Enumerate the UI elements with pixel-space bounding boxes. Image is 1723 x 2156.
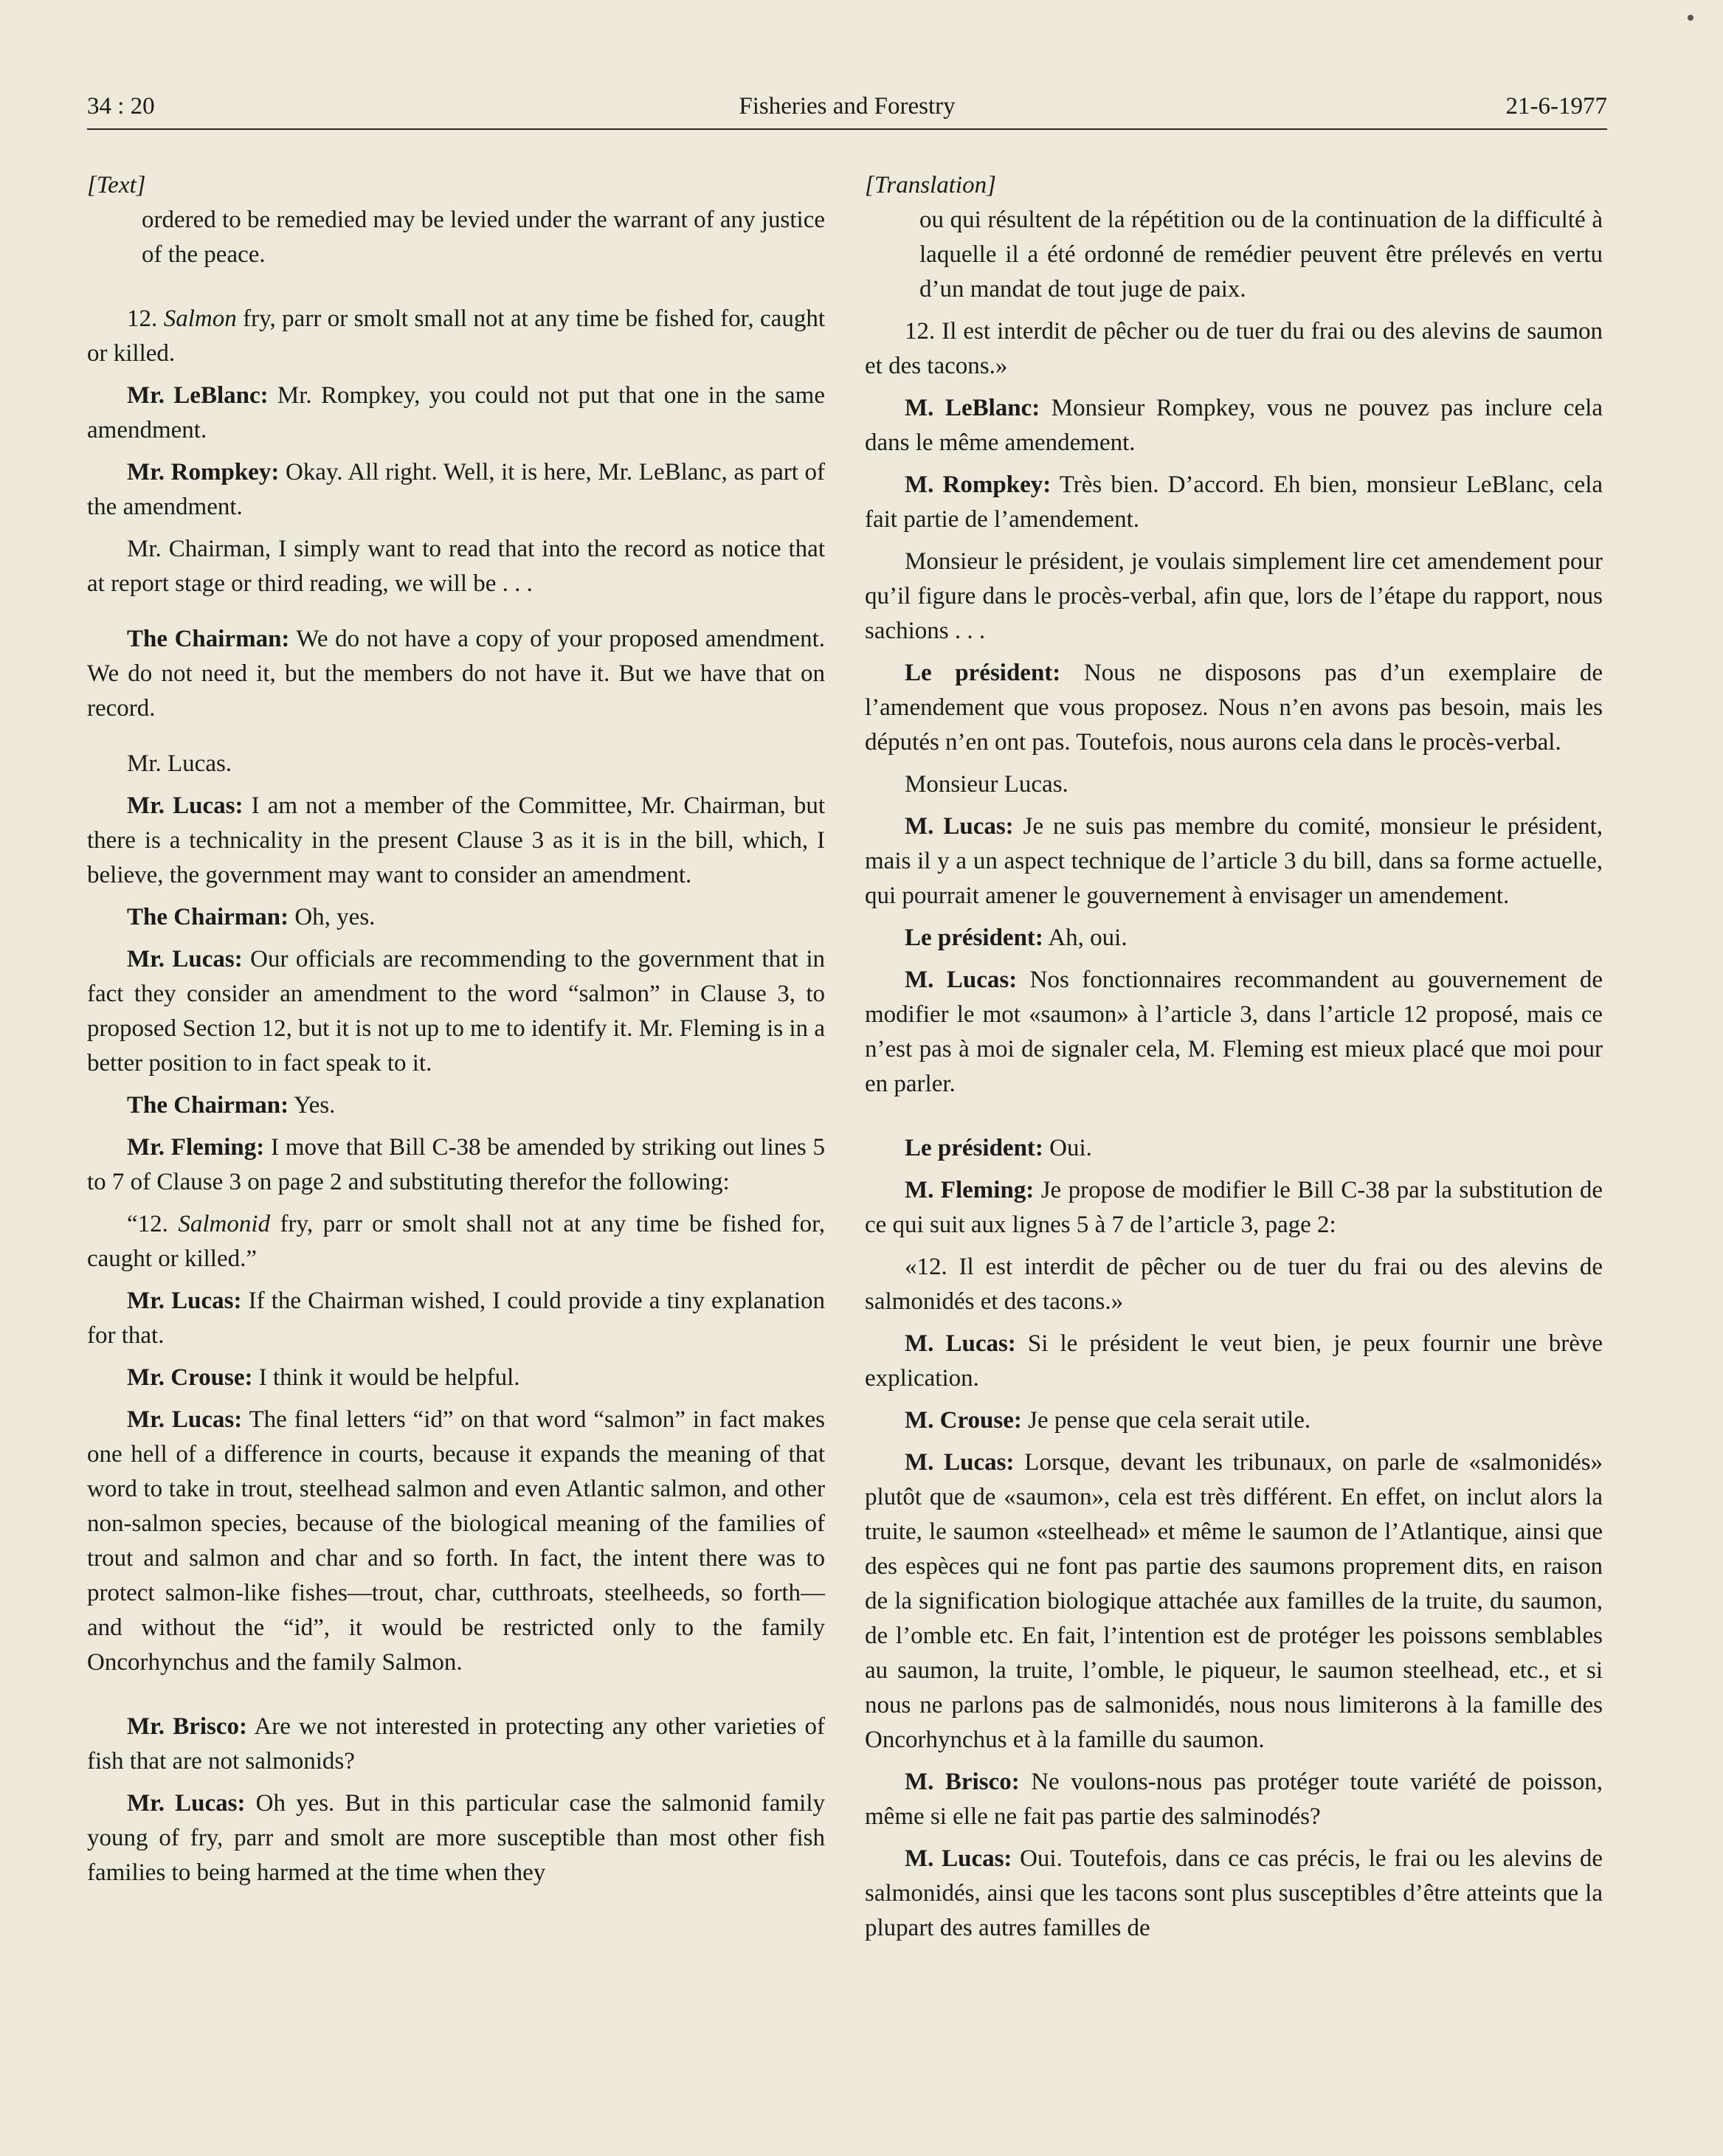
running-title: Fisheries and Forestry: [739, 93, 956, 120]
speaker-name: Le président:: [905, 660, 1061, 686]
speech: [87, 1786, 825, 1890]
quoted-clause: [87, 1207, 825, 1276]
speech: [865, 1765, 1603, 1834]
paragraph: [87, 747, 825, 781]
speaker-name: Mr. Lucas:: [127, 946, 243, 972]
paragraph: [87, 532, 825, 601]
speaker-name: M. LeBlanc:: [905, 395, 1040, 421]
speech-text: Ah, oui.: [1043, 925, 1128, 951]
speech-text: Our officials are recommending to the government that in fact they consider an amendment to the word “salmon” in Clause 3, to proposed Section 12, but it is not up to me to identify it. Mr. Fleming is in a better position to in fact speak to it.: [87, 946, 826, 1077]
paragraph-text: ou qui résultent de la répétition ou de la continuation de la difficulté à laquelle il a été ordonné de remédier peuvent être prélevés en vertu d’un mandat de tout juge de paix.: [919, 207, 1603, 303]
speech-text: Are we not interested in protecting any other varieties of fish that are not salmonids?: [87, 1713, 825, 1775]
paragraph: [87, 302, 825, 371]
speech: [87, 789, 825, 893]
column-label-text: Text: [96, 172, 137, 198]
speech-text: If the Chairman wished, I could provide a tiny explanation for that.: [87, 1288, 825, 1349]
speech: [865, 468, 1603, 537]
speaker-name: Le président:: [905, 925, 1043, 951]
speaker-name: Mr. Lucas:: [127, 1406, 243, 1433]
italic-term: Salmon: [163, 305, 237, 332]
speech: [87, 1361, 825, 1395]
speech: [865, 1131, 1603, 1166]
speech-text: Nos fonctionnaires recommandent au gouvernement de modifier le mot «saumon» à l’article 3, dans l’article 12 proposé, mais ce n’est pas à moi de signaler cela, M. Fleming est mieux placé que moi pour en parler.: [865, 967, 1603, 1097]
paragraph: [865, 545, 1603, 649]
paragraph: [87, 203, 825, 272]
speech-text: I move that Bill C-38 be amended by striking out lines 5 to 7 of Clause 3 on page 2 and substituting therefor the following:: [87, 1134, 825, 1195]
paragraph-text: «12. Il est interdit de pêcher ou de tuer du frai ou des alevins de salmonidés et des tacons.»: [865, 1254, 1603, 1315]
speech: [87, 1403, 825, 1680]
speech: [87, 942, 825, 1081]
speech-text: Okay. All right. Well, it is here, Mr. LeBlanc, as part of the amendment.: [87, 459, 825, 520]
speech-text: Oh yes. But in this particular case the salmonid family young of fry, parr and smolt are more susceptible than most other fish families to being harmed at the time when they: [87, 1790, 825, 1886]
speech: [865, 1842, 1603, 1946]
speech-text: Ne voulons-nous pas protéger toute variété de poisson, même si elle ne fait pas partie des salminodés?: [865, 1769, 1603, 1830]
speaker-name: M. Lucas:: [905, 967, 1018, 993]
column-label: [Translation]: [865, 172, 996, 198]
speech-text: I think it would be helpful.: [252, 1364, 520, 1391]
speech-text: Très bien. D’accord. Eh bien, monsieur LeBlanc, cela fait partie de l’amendement.: [865, 471, 1603, 533]
ink-dot: [1688, 15, 1693, 21]
speech: [87, 900, 825, 935]
speech: [865, 809, 1603, 913]
paragraph-text: Mr. Lucas.: [127, 750, 232, 777]
speech-text: Oh, yes.: [289, 904, 376, 930]
paragraph-text: Mr. Chairman, I simply want to read that into the record as notice that at report stage or third reading, we will be . . .: [87, 536, 825, 597]
speech: [87, 379, 825, 448]
speech: [87, 1088, 825, 1123]
speaker-name: Le président:: [905, 1135, 1043, 1161]
clause-number: “12.: [127, 1211, 179, 1237]
speaker-name: Mr. Lucas:: [127, 792, 244, 819]
english-column: [87, 168, 825, 1898]
speech: [87, 1130, 825, 1200]
speech: [87, 1710, 825, 1779]
paragraph: [865, 314, 1603, 384]
speech-text: We do not have a copy of your proposed amendment. We do not need it, but the members do not have it. But we have that on record.: [87, 626, 825, 722]
speaker-name: M. Lucas:: [905, 813, 1014, 840]
speech-text: Oui. Toutefois, dans ce cas précis, le frai ou les alevins de salmonidés, ainsi que les tacons sont plus susceptibles d’être atteints que la plupart des autres familles de: [865, 1845, 1603, 1941]
speech-text: Monsieur Rompkey, vous ne pouvez pas inclure cela dans le même amendement.: [865, 395, 1603, 456]
speaker-name: Mr. Lucas:: [127, 1790, 246, 1817]
speaker-name: Mr. Rompkey:: [127, 459, 280, 486]
column-label-text: Translation: [874, 172, 987, 198]
speaker-name: The Chairman:: [127, 626, 290, 652]
page-reference: 34 : 20: [87, 93, 155, 120]
speech: [865, 1445, 1603, 1758]
paragraph-text: 12. Il est interdit de pêcher ou de tuer du frai ou des alevins de saumon et des tacons.»: [865, 318, 1603, 379]
speaker-name: M. Lucas:: [905, 1845, 1012, 1872]
paragraph-text: fry, parr or smolt shall not at any time be fished for, caught or killed.”: [87, 1211, 826, 1272]
speaker-name: M. Lucas:: [905, 1330, 1016, 1357]
speaker-name: M. Fleming:: [905, 1177, 1035, 1203]
speech: [865, 656, 1603, 760]
speech-text: The final letters “id” on that word “salmon” in fact makes one hell of a difference in courts, because it expands the meaning of that word to take in trout, steelhead salmon and even Atlantic salmon, and other non-salmon species, because of the biological meaning of the families of trout and salmon and char and so forth. In fact, the intent there was to protect salmon-like fishes—trout, char, cutthroats, steelheeds, so forth— and without the “id”, it would be restricted only to the family Oncorhynchus and the family Salmon.: [87, 1406, 825, 1676]
speech: [87, 455, 825, 525]
speaker-name: Mr. Brisco:: [127, 1713, 248, 1740]
paragraph-text: ordered to be remedied may be levied under the warrant of any justice of the peace.: [142, 207, 825, 268]
speech: [865, 1173, 1603, 1243]
italic-term: Salmonid: [178, 1211, 271, 1237]
paragraph-text: Monsieur Lucas.: [905, 771, 1068, 798]
speech: [87, 622, 825, 726]
paragraph-text: Monsieur le président, je voulais simplement lire cet amendement pour qu’il figure dans le procès-verbal, afin que, lors de l’étape du rapport, nous sachions . . .: [865, 548, 1603, 644]
speaker-name: M. Brisco:: [905, 1769, 1020, 1795]
speaker-name: Mr. Crouse:: [127, 1364, 253, 1391]
speaker-name: M. Crouse:: [905, 1407, 1022, 1434]
speech-text: Je pense que cela serait utile.: [1021, 1407, 1311, 1434]
speech-text: Mr. Rompkey, you could not put that one in the same amendment.: [87, 382, 825, 443]
speech-text: Si le président le veut bien, je peux fournir une brève explication.: [865, 1330, 1603, 1392]
speaker-name: M. Rompkey:: [905, 471, 1052, 498]
speech-text: Lorsque, devant les tribunaux, on parle de «salmonidés» plutôt que de «saumon», cela est très différent. En effet, on inclut alors la truite, le saumon «steelhead» et même le saumon de l’Atlantique, ainsi que des espèces qui ne font pas partie des saumons proprement dits, en raison de la signification biologique attachée aux familles de la truite, du saumon, de l’omble etc. En fait, l’intention est de protéger les poissons semblables au saumon, la truite, l’omble, le piqueur, le saumon steelhead, etc., et si nous ne parlons pas de salmonidés, nous nous limiterons à la famille des Oncorhynchus et à la famille du saumon.: [865, 1449, 1603, 1753]
speech: [865, 963, 1603, 1102]
paragraph: [865, 203, 1603, 307]
column-label: [Text]: [87, 172, 146, 198]
speech-text: I am not a member of the Committee, Mr. Chairman, but there is a technicality in the present Clause 3 as it is in the bill, which, I believe, the government may want to consider an amendment.: [87, 792, 825, 888]
french-column: [865, 168, 1603, 1953]
clause-number: 12.: [127, 305, 164, 332]
speaker-name: The Chairman:: [127, 904, 289, 930]
speech-text: Je propose de modifier le Bill C-38 par la substitution de ce qui suit aux lignes 5 à 7 de l’article 3, page 2:: [865, 1177, 1603, 1238]
speech-text: Je ne suis pas membre du comité, monsieur le président, mais il y a un aspect technique de l’article 3 du bill, dans sa forme actuelle, qui pourrait amener le gouvernement à envisager un amendement.: [865, 813, 1603, 909]
paragraph-text: fry, parr or smolt small not at any time be fished for, caught or killed.: [87, 305, 825, 367]
speech-text: Yes.: [289, 1092, 336, 1119]
speaker-name: M. Lucas:: [905, 1449, 1015, 1476]
speaker-name: Mr. Lucas:: [127, 1288, 242, 1314]
speech: [87, 1284, 825, 1353]
speech: [865, 391, 1603, 460]
speech-text: Nous ne disposons pas d’un exemplaire de l’amendement que vous proposez. Nous n’en avons pas besoin, mais les députés n’en ont pas. Toutefois, nous aurons cela dans le procès-verbal.: [865, 660, 1603, 756]
speech-text: Oui.: [1043, 1135, 1092, 1161]
paragraph: [865, 767, 1603, 802]
speech: [865, 921, 1603, 956]
speaker-name: The Chairman:: [127, 1092, 289, 1119]
page-header: [87, 87, 1607, 130]
speech: [865, 1403, 1603, 1438]
speech: [865, 1327, 1603, 1396]
header-date: 21-6-1977: [1505, 93, 1607, 120]
speaker-name: Mr. LeBlanc:: [127, 382, 269, 409]
quoted-clause: [865, 1250, 1603, 1319]
speaker-name: Mr. Fleming:: [127, 1134, 265, 1161]
